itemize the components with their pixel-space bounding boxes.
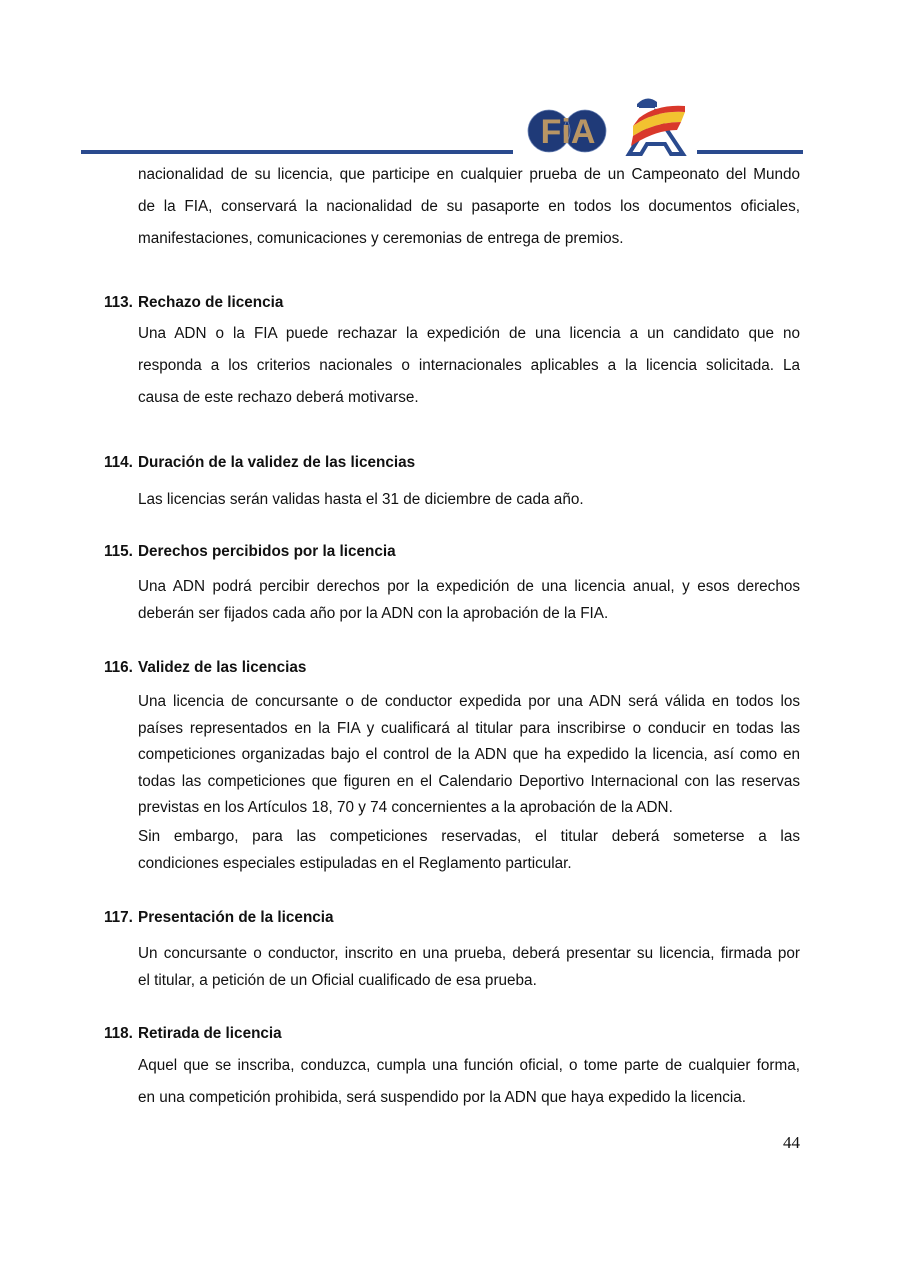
paragraph [138,940,800,994]
text-line: Aquel que se inscriba, conduzca, cumpla una función oficial, o tome parte de cualquier forma, [138,1057,800,1074]
text-line: Una ADN o la FIA puede rechazar la expedición de una licencia a un candidato que no [138,325,800,342]
paragraph [138,573,800,627]
section-title: Presentación de la licencia [138,909,334,926]
text-line: causa de este rechazo deberá motivarse. [138,389,419,406]
section-title: Retirada de licencia [138,1025,282,1042]
section-number: 118. [104,1025,133,1042]
text-line: nacionalidad de su licencia, que participe en cualquier prueba de un Campeonato del Mundo [138,166,800,183]
paragraph [138,484,800,516]
text-line: condiciones especiales estipuladas en el Reglamento particular. [138,854,572,872]
paragraph [138,824,800,877]
text-line: manifestaciones, comunicaciones y ceremonias de entrega de premios. [138,230,624,247]
section-heading [104,909,334,927]
section-heading [104,1025,282,1043]
header-rule-right [697,150,803,154]
section-title: Rechazo de licencia [138,294,284,311]
section-number: 117. [104,909,133,926]
section-title: Derechos percibidos por la licencia [138,543,396,560]
section-heading [104,454,415,472]
page-number: 44 [783,1133,800,1152]
section-heading [104,659,306,677]
text-line: el titular, a petición de un Oficial cualificado de esa prueba. [138,972,537,989]
text-line: responda a los criterios nacionales o internacionales aplicables a la licencia solicitada. La [138,357,800,374]
text-line: Sin embargo, para las competiciones reservadas, el titular deberá someterse a las [138,828,800,845]
text-line: Una ADN podrá percibir derechos por la expedición de una licencia anual, y esos derechos [138,578,800,595]
section-number: 116. [104,659,133,676]
header-rule-left [81,150,513,154]
text-line: deberán ser fijados cada año por la ADN con la aprobación de la FIA. [138,605,609,622]
section-number: 114. [104,454,133,471]
rfeda-logo [625,90,689,156]
section-heading [104,294,283,312]
svg-text:FiA: FiA [540,113,596,151]
text-line: todas las competiciones que figuren en el Calendario Deportivo Internacional con las reservas [138,772,800,790]
text-line: Una licencia de concursante o de conductor expedida por una ADN será válida en todos los [138,693,800,710]
section-number: 113. [104,294,133,311]
paragraph [138,159,800,255]
text-line: competiciones organizadas bajo el control de la ADN que ha expedido la licencia, así como en [138,746,800,763]
text-line: Un concursante o conductor, inscrito en una prueba, deberá presentar su licencia, firmada por [138,945,800,962]
paragraph [138,318,800,414]
paragraph [138,1050,800,1114]
section-heading [104,543,396,561]
section-number: 115. [104,543,133,560]
text-line: en una competición prohibida, será suspendido por la ADN que haya expedido la licencia. [138,1089,747,1106]
text-line: de la FIA, conservará la nacionalidad de su pasaporte en todos los documentos oficiales, [138,198,800,215]
section-title: Validez de las licencias [138,659,307,676]
fia-logo [527,103,609,159]
section-title: Duración de la validez de las licencias [138,454,416,471]
text-line: Las licencias serán validas hasta el 31 de diciembre de cada año. [138,491,584,508]
text-line: países representados en la FIA y cualificará al titular para inscribirse o conducir en todas las [138,719,800,737]
text-line: previstas en los Artículos 18, 70 y 74 concernientes a la aprobación de la ADN. [138,799,673,816]
paragraph [138,689,800,822]
